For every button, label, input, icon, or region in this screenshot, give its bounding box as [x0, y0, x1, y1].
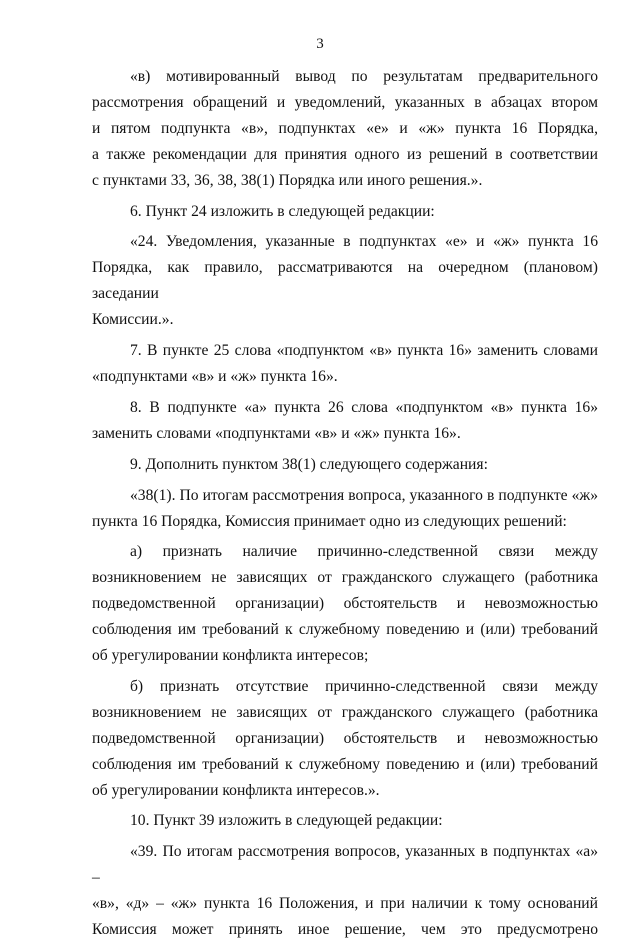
text-line: возникновением не зависящих от гражданского служащего (работника [92, 703, 598, 721]
text-line: а) признать наличие причинно-следственной связи между [130, 543, 598, 561]
document-body [92, 64, 598, 943]
text-line: а также рекомендации для принятия одного из решений в соответствии [92, 145, 598, 163]
text-line: подведомственной организации) обстоятельств и невозможностью [92, 595, 598, 613]
text-line: «24. Уведомления, указанные в подпунктах «е» и «ж» пункта 16 [130, 233, 598, 251]
text-line: б) признать отсутствие причинно-следственной связи между [130, 677, 598, 695]
text-line: 6. Пункт 24 изложить в следующей редакции: [130, 202, 435, 220]
text-line: пункта 16 Порядка, Комиссия принимает одно из следующих решений: [92, 512, 567, 530]
text-line: 7. В пункте 25 слова «подпунктом «в» пункта 16» заменить словами [130, 342, 598, 360]
text-line: «в) мотивированный вывод по результатам предварительного [130, 68, 598, 85]
text-line: Комиссия может принять иное решение, чем это предусмотрено [92, 921, 598, 939]
text-line: заменить словами «подпунктами «в» и «ж» пункта 16». [92, 424, 461, 442]
text-line: об урегулировании конфликта интересов; [92, 647, 369, 665]
text-line: «38(1). По итогам рассмотрения вопроса, указанного в подпункте «ж» [130, 486, 598, 504]
text-line: «в», «д» – «ж» пункта 16 Положения, и при наличии к тому оснований [92, 895, 598, 913]
text-line: возникновением не зависящих от гражданского служащего (работника [92, 569, 598, 587]
text-line: 8. В подпункте «а» пункта 26 слова «подпунктом «в» пункта 16» [130, 398, 598, 416]
text-line: с пунктами 33, 36, 38, 38(1) Порядка или иного решения.». [92, 171, 483, 189]
text-line: Порядка, как правило, рассматриваются на очередном (плановом) заседании [92, 259, 598, 303]
text-line: Комиссии.». [92, 311, 174, 329]
text-line: об урегулировании конфликта интересов.». [92, 781, 380, 799]
text-line: и пятом подпункта «в», подпунктах «е» и «ж» пункта 16 Порядка, [92, 119, 598, 137]
text-line: подведомственной организации) обстоятельств и невозможностью [92, 729, 598, 747]
text-line: «39. По итогам рассмотрения вопросов, указанных в подпунктах «а» – [92, 843, 598, 887]
text-line: 10. Пункт 39 изложить в следующей редакции: [130, 812, 443, 830]
text-line: 9. Дополнить пунктом 38(1) следующего содержания: [130, 455, 488, 473]
text-line: рассмотрения обращений и уведомлений, указанных в абзацах втором [92, 93, 598, 111]
text-line: «подпунктами «в» и «ж» пункта 16». [92, 367, 338, 385]
text-line: соблюдения им требований к служебному поведению и (или) требований [92, 755, 598, 773]
page-number: 3 [316, 36, 324, 52]
text-line: соблюдения им требований к служебному поведению и (или) требований [92, 621, 598, 639]
